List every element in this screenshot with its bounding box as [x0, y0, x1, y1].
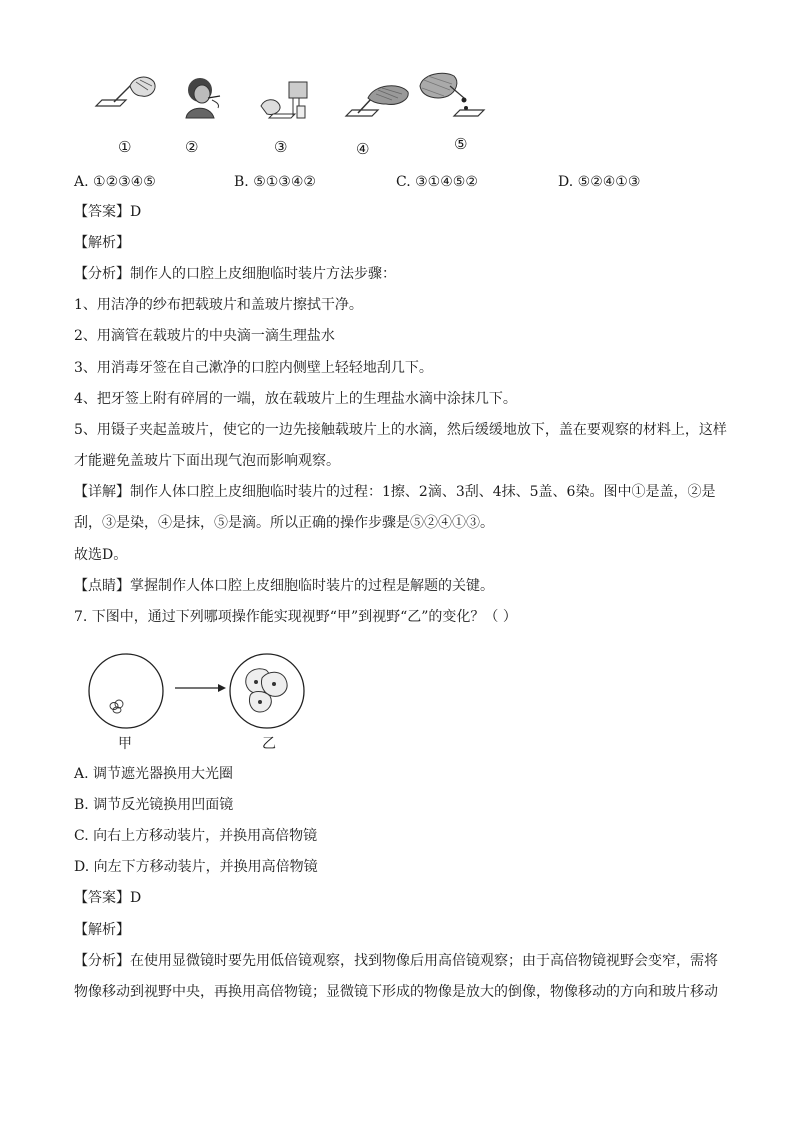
option-text: ①②③④⑤ [93, 174, 156, 190]
fenxi-text: 在使用显微镜时要先用低倍镜观察，找到物像后用高倍镜观察；由于高倍物镜视野会变窄，需将 [130, 953, 718, 969]
answer-tag: 【答案】 [74, 890, 130, 906]
q6-detail-cont: 刮，③是染，④是抹，⑤是滴。所以正确的操作步骤是⑤②④①③。 [74, 515, 494, 531]
q6-point [74, 576, 494, 596]
figure-step-5 [414, 70, 490, 130]
figure-label-3: ③ [274, 138, 288, 156]
q6-fenxi [74, 264, 396, 284]
field-jia [89, 654, 163, 728]
q6-option-a [74, 172, 156, 192]
analysis-tag: 【解析】 [74, 235, 130, 251]
q7-option-b: B. 调节反光镜换用凹面镜 [74, 797, 234, 813]
q7-option-d: D. 向左下方移动装片，并换用高倍物镜 [74, 859, 318, 875]
answer-tag: 【答案】 [74, 204, 130, 220]
fenxi-text: 制作人的口腔上皮细胞临时装片方法步骤： [130, 266, 396, 282]
option-text: ⑤①③④② [253, 174, 316, 190]
fenxi-tag: 【分析】 [74, 266, 130, 282]
large-cells [246, 669, 287, 712]
point-text: 掌握制作人体口腔上皮细胞临时装片的过程是解题的关键。 [130, 578, 494, 594]
fenxi-tag: 【分析】 [74, 953, 130, 969]
figure-step-3 [255, 76, 315, 130]
detail-text: 制作人体口腔上皮细胞临时装片的过程：1擦、2滴、3刮、4抹、5盖、6染。图中①是盖，②是 [130, 484, 716, 500]
field-yi [230, 654, 304, 728]
figure-label-5: ⑤ [454, 135, 468, 153]
small-cells [110, 700, 123, 713]
figure-label-1: ① [118, 138, 132, 156]
q6-step-1: 1、用洁净的纱布把载玻片和盖玻片擦拭干净。 [74, 297, 363, 313]
label-jia: 甲 [118, 736, 132, 752]
option-text: ⑤②④①③ [577, 174, 641, 190]
q7-analysis-tag [74, 920, 130, 940]
q7-option-c: C. 向右上方移动装片，并换用高倍物镜 [74, 828, 318, 844]
figure-label-4: ④ [356, 140, 370, 158]
q6-step-5-cont: 才能避免盖玻片下面出现气泡而影响观察。 [74, 453, 340, 469]
q6-detail [74, 482, 715, 502]
figure-step-1 [92, 70, 162, 124]
point-tag: 【点睛】 [74, 578, 130, 594]
option-letter: B. [234, 174, 249, 190]
figure-step-4 [342, 80, 412, 126]
q7-fenxi [74, 951, 718, 971]
q6-step-5: 5、用镊子夹起盖玻片，使它的一边先接触载玻片上的水滴，然后缓缓地放下，盖在要观察的材料上，这样 [74, 422, 727, 438]
q6-answer [74, 202, 141, 222]
q6-option-b [234, 172, 316, 192]
q7-fenxi-cont: 物像移动到视野中央，再换用高倍物镜；显微镜下形成的物像是放大的倒像，物像移动的方向和玻片移动 [74, 984, 718, 1000]
figure-step-2 [180, 74, 230, 128]
figure-label-2: ② [185, 138, 199, 156]
q6-step-4: 4、把牙签上附有碎屑的一端，放在载玻片上的生理盐水滴中涂抹几下。 [74, 391, 517, 407]
analysis-tag: 【解析】 [74, 922, 130, 938]
q6-step-3: 3、用消毒牙签在自己漱净的口腔内侧壁上轻轻地刮几下。 [74, 360, 433, 376]
option-text: ③①④⑤② [415, 174, 478, 190]
label-yi: 乙 [262, 736, 276, 752]
q6-step-2: 2、用滴管在载玻片的中央滴一滴生理盐水 [74, 328, 335, 344]
arrow [175, 684, 226, 692]
answer-value: D [130, 890, 142, 906]
option-letter: A. [74, 174, 89, 190]
q6-option-c [396, 172, 478, 192]
q6-choose: 故选D。 [74, 547, 128, 563]
option-letter: C. [396, 174, 411, 190]
option-letter: D. [558, 174, 574, 190]
q7-option-a: A. 调节遮光器换用大光圈 [74, 766, 234, 782]
q6-option-d [558, 172, 640, 192]
q7-answer [74, 888, 141, 908]
q7-question: 7. 下图中，通过下列哪项操作能实现视野“甲”到视野“乙”的变化？（ ） [74, 609, 517, 625]
answer-value: D [130, 204, 142, 220]
detail-tag: 【详解】 [74, 484, 130, 500]
q6-analysis-tag [74, 233, 130, 253]
